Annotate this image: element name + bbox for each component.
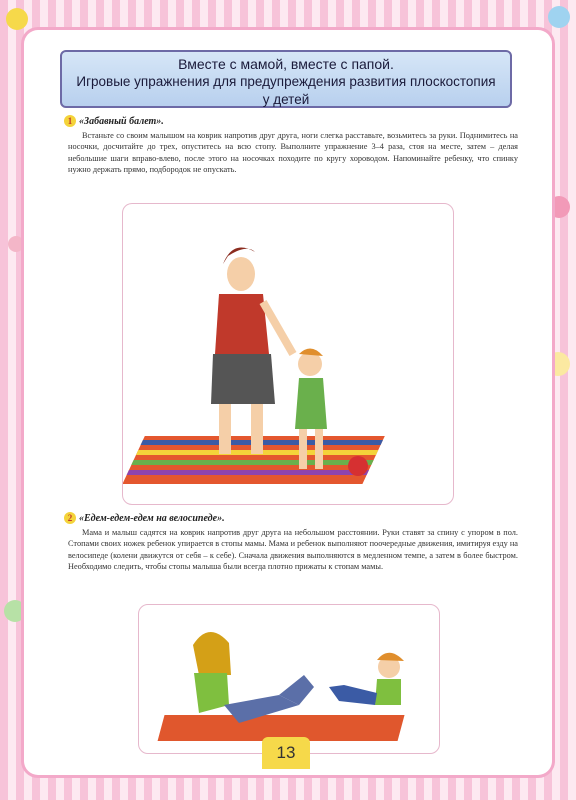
section-2-title: «Едем-едем-едем на велосипеде». xyxy=(79,513,225,524)
cycling-picture xyxy=(139,605,439,753)
title-line-3: у детей xyxy=(262,92,310,107)
section-2-number: 2 xyxy=(64,512,76,524)
section-1-heading xyxy=(64,115,164,127)
section-1-number: 1 xyxy=(64,115,76,127)
title-box xyxy=(60,50,512,108)
title-line-1: Вместе с мамой, вместе с папой. xyxy=(178,56,394,72)
title-line-2: Игровые упражнения для предупреждения развития плоскостопия xyxy=(76,74,496,89)
decor-dot xyxy=(548,6,570,28)
section-1-title: «Забавный балет». xyxy=(79,116,164,127)
decor-dot xyxy=(8,236,24,252)
ballet-illustration xyxy=(122,203,454,505)
section-2-text: Мама и малыш садятся на коврик напротив друг друга на небольшом расстоянии. Руки ставят за спину с упором в пол. Стопами своих ножек ребенок упирается в стопы мамы. Мама и ребенок выполняют поочередные движения, имитируя езду на велосипеде (колени движутся от себя – к себе). Сначала движения выполняются в медленном темпе, а затем в более быстром. Необходимо следить, чтобы стопы малыша были всегда плотно прижаты к стопам мамы. xyxy=(68,528,518,572)
cycling-illustration xyxy=(138,604,440,754)
decor-dot xyxy=(6,8,28,30)
page-sheet xyxy=(24,30,552,775)
section-1-text: Встаньте со своим малышом на коврик напротив друг друга, ноги слегка расставьте, возьмитесь за руки. Поднимитесь на носочки, досчитайте до трех, опуститесь на всю стопу. Выполните упражнение 3–4 раза, стоя на месте, затем – делая небольшие шаги вправо-влево, после этого на носочках походите по кругу хороводом. Напоминайте ребенку, что спинку нужно держать прямо, подбородок не опускать. xyxy=(68,131,518,175)
decor-dot xyxy=(4,600,26,622)
section-2-heading xyxy=(64,512,225,524)
ballet-picture xyxy=(123,204,453,504)
page-number: 13 xyxy=(262,737,310,769)
